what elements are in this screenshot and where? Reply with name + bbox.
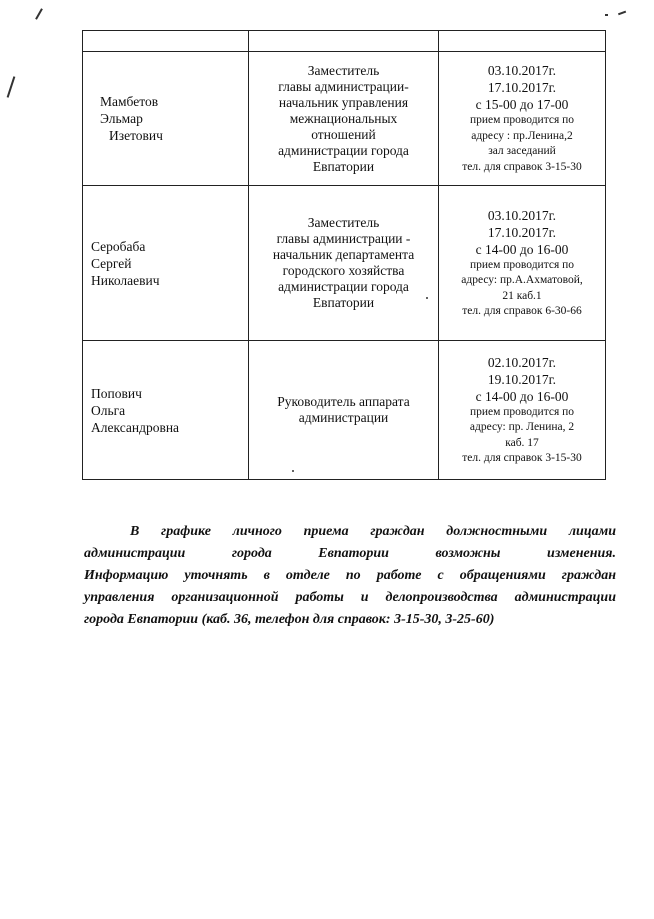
reception-phone: тел. для справок 3-15-30 (462, 160, 582, 173)
scan-artifact-mark (605, 14, 608, 16)
reception-date: 19.10.2017г. (487, 371, 557, 387)
reception-phone: тел. для справок 3-15-30 (462, 452, 582, 464)
table-header-cell (83, 31, 249, 52)
official-position-cell (249, 341, 439, 480)
reception-detail: прием проводится по (469, 114, 575, 126)
reception-address: адресу : пр.Ленина,2 (471, 129, 573, 142)
position-line: начальник департамента (272, 247, 415, 262)
position-line: Заместитель (307, 215, 380, 230)
reception-schedule-cell (439, 52, 606, 186)
official-name-cell (83, 341, 249, 480)
official-name-cell (83, 52, 249, 186)
notice-line: В графике личного приема граждан должностными лицами (130, 524, 616, 539)
schedule-change-notice (84, 521, 616, 631)
official-patronymic: Александровна (91, 419, 180, 435)
reception-phone: тел. для справок 6-30-66 (462, 305, 582, 317)
notice-line: управления организационной работы и делопроизводства администрации (84, 590, 616, 605)
official-name-cell (83, 186, 249, 341)
table-row (83, 52, 606, 186)
official-first-name: Сергей (91, 255, 132, 271)
official-position-cell (249, 52, 439, 186)
scan-artifact-mark (7, 76, 16, 98)
position-line: администрации города (278, 279, 409, 294)
position-line: Евпатории (312, 295, 375, 310)
table-header-cell (249, 31, 439, 52)
table-row (83, 186, 606, 341)
official-position-cell (249, 186, 439, 341)
position-line: городского хозяйства (282, 263, 405, 278)
position-line: администрации города (278, 142, 409, 158)
reception-date: 17.10.2017г. (487, 80, 557, 95)
reception-detail: прием проводится по (469, 258, 575, 271)
reception-schedule-cell (439, 341, 606, 480)
position-line: Евпатории (312, 158, 375, 174)
scan-artifact-mark (35, 8, 43, 19)
table-header-cell (439, 31, 606, 52)
table-header-row (83, 31, 606, 52)
position-line: начальник управления (278, 94, 409, 110)
reception-date: 02.10.2017г. (487, 354, 557, 370)
official-patronymic: Николаевич (91, 272, 160, 288)
reception-time: с 14-00 до 16-00 (475, 241, 569, 257)
reception-date: 03.10.2017г. (487, 207, 557, 223)
official-surname: Мамбетов (100, 94, 159, 109)
reception-address: адресу: пр. Ленина, 2 (469, 421, 575, 433)
official-surname: Серобаба (91, 238, 146, 254)
official-first-name: Ольга (91, 402, 126, 418)
reception-room: каб. 17 (505, 436, 539, 449)
position-line: главы администрации- (278, 78, 409, 94)
reception-detail: прием проводится по (469, 405, 575, 418)
notice-line: Информацию уточнять в отделе по работе с обращениями граждан (84, 568, 616, 583)
position-line: Заместитель (307, 62, 380, 78)
position-line: межнациональных (289, 110, 398, 126)
reception-date: 03.10.2017г. (487, 63, 557, 78)
notice-line: администрации города Евпатории возможны изменения. (84, 546, 616, 561)
position-line: администрации (298, 410, 389, 425)
reception-schedule-cell (439, 186, 606, 341)
reception-room: зал заседаний (488, 145, 556, 157)
position-line: главы администрации - (276, 231, 411, 246)
reception-address: адресу: пр.А.Ахматовой, (461, 274, 583, 286)
scan-artifact-mark (618, 11, 626, 15)
reception-schedule-table (82, 30, 606, 480)
reception-room: 21 каб.1 (502, 289, 542, 302)
position-line: отношений (311, 126, 376, 142)
position-line: Руководитель аппарата (277, 394, 410, 409)
official-patronymic: Изетович (109, 128, 163, 143)
official-first-name: Эльмар (100, 111, 143, 126)
reception-date: 17.10.2017г. (487, 224, 557, 240)
reception-time: с 14-00 до 16-00 (475, 388, 569, 404)
reception-time: с 15-00 до 17-00 (475, 97, 569, 112)
table-row (83, 341, 606, 480)
notice-line: города Евпатории (каб. 36, телефон для справок: 3-15-30, 3-25-60) (84, 612, 495, 627)
official-surname: Попович (91, 385, 142, 401)
